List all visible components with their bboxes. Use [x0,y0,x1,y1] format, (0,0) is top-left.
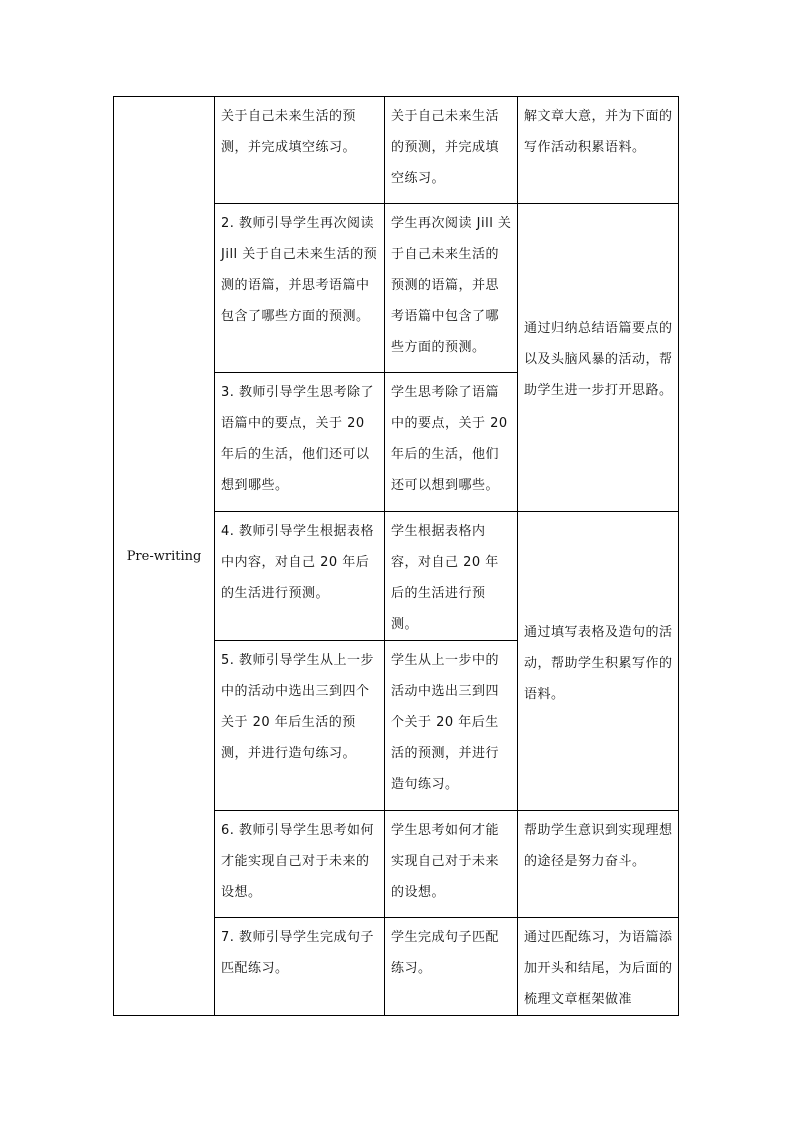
teacher-activity-cell: 5. 教师引导学生从上一步中的活动中选出三到四个关于 20 年后生活的预测，并进行造句练习。 [215,641,385,811]
stage-cell: Pre-writing [114,97,215,1016]
student-activity-cell: 学生从上一步中的活动中选出三到四个关于 20 年后生活的预测，并进行造句练习。 [385,641,518,811]
student-activity-cell: 关于自己未来生活的预测，并完成填空练习。 [385,97,518,204]
goal-cell: 通过填写表格及造句的活动，帮助学生积累写作的语料。 [518,512,679,811]
lesson-plan-table [113,96,679,1016]
teacher-activity-cell: 7. 教师引导学生完成句子匹配练习。 [215,918,385,1016]
student-activity-cell: 学生根据表格内容，对自己 20 年后的生活进行预测。 [385,512,518,641]
teacher-activity-cell: 2. 教师引导学生再次阅读 Jill 关于自己未来生活的预测的语篇，并思考语篇中包含了哪些方面的预测。 [215,204,385,373]
student-activity-cell: 学生再次阅读 Jill 关于自己未来生活的预测的语篇，并思考语篇中包含了哪些方面的预测。 [385,204,518,373]
table-row [114,97,679,204]
teacher-activity-cell: 3. 教师引导学生思考除了语篇中的要点，关于 20 年后的生活，他们还可以想到哪些。 [215,373,385,512]
goal-cell: 解文章大意，并为下面的写作活动积累语料。 [518,97,679,204]
teacher-activity-cell: 关于自己未来生活的预测，并完成填空练习。 [215,97,385,204]
goal-cell: 帮助学生意识到实现理想的途径是努力奋斗。 [518,811,679,918]
teacher-activity-cell: 4. 教师引导学生根据表格中内容，对自己 20 年后的生活进行预测。 [215,512,385,641]
goal-cell: 通过归纳总结语篇要点的以及头脑风暴的活动，帮助学生进一步打开思路。 [518,204,679,512]
goal-cell: 通过匹配练习，为语篇添加开头和结尾，为后面的梳理文章框架做准 [518,918,679,1016]
student-activity-cell: 学生思考除了语篇中的要点，关于 20 年后的生活，他们还可以想到哪些。 [385,373,518,512]
teacher-activity-cell: 6. 教师引导学生思考如何才能实现自己对于未来的设想。 [215,811,385,918]
student-activity-cell: 学生完成句子匹配练习。 [385,918,518,1016]
student-activity-cell: 学生思考如何才能实现自己对于未来的设想。 [385,811,518,918]
